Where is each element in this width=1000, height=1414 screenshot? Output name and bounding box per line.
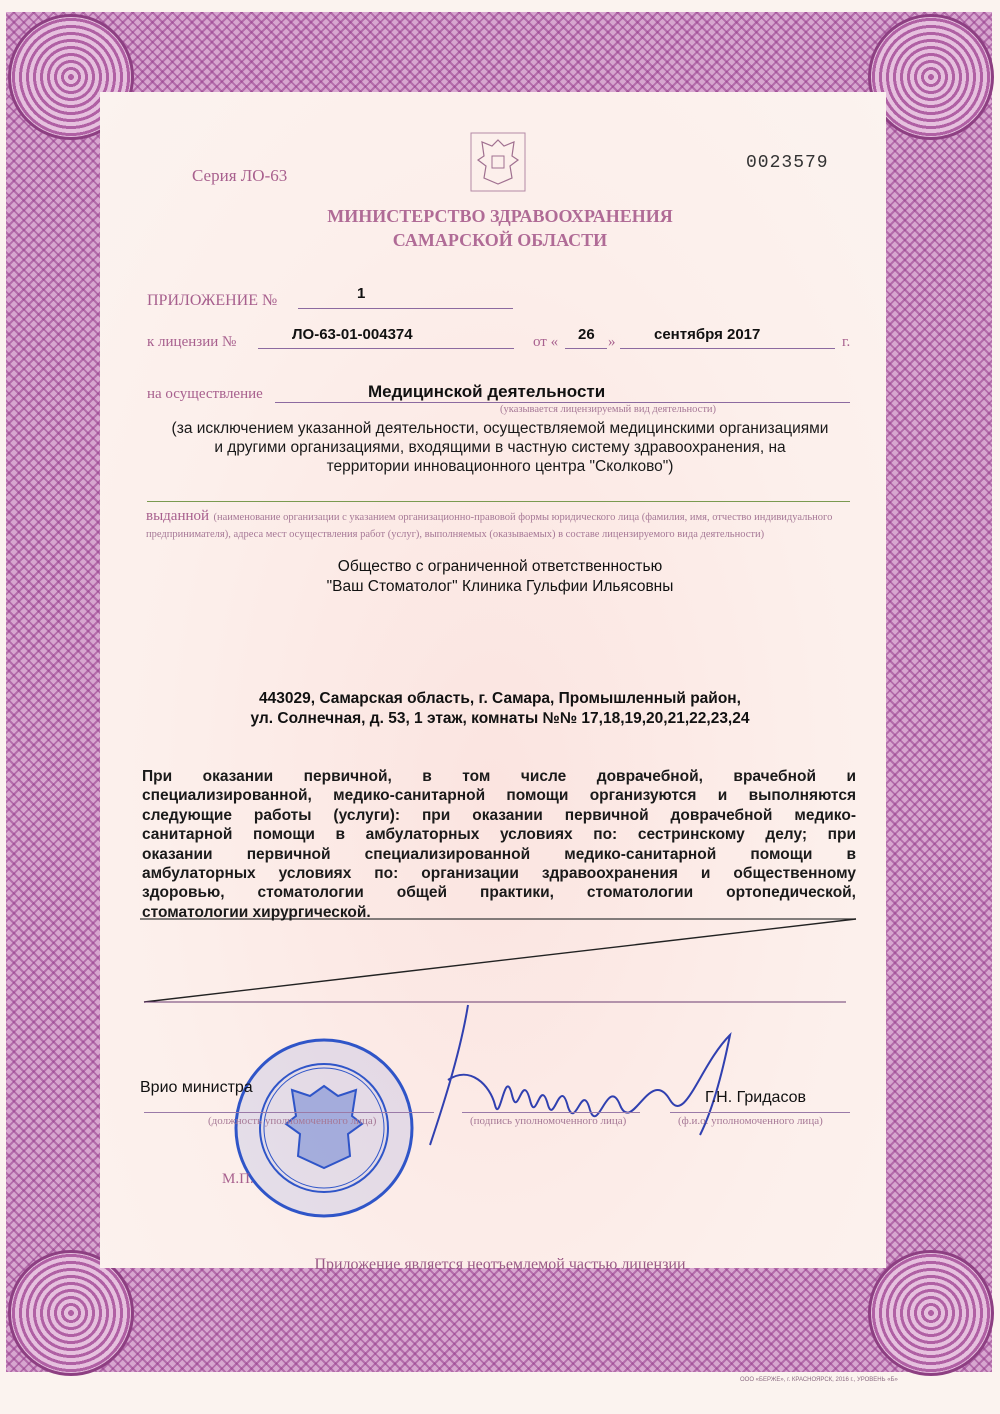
- services-line: амбулаторных условиях по: организации здравоохранения и общественному: [142, 865, 856, 883]
- official-seal-stamp: [232, 1036, 416, 1220]
- series-label: Серия ЛО-63: [192, 166, 288, 185]
- activity-line: (за исключением указанной деятельности, осуществляемой медицинскими организациями: [171, 420, 829, 437]
- license-number: ЛО-63-01-004374: [292, 326, 413, 343]
- license-month-year: сентября 2017: [654, 326, 761, 343]
- activity-hint: (указывается лицензируемый вид деятельности): [500, 404, 717, 415]
- issued-block: [146, 508, 852, 542]
- org-line-1: Общество с ограниченной ответственностью: [337, 558, 663, 575]
- activity-value: Медицинской деятельности: [368, 382, 606, 401]
- services-line: здоровью, стоматологии общей практики, стоматологии ортопедической,: [142, 884, 856, 902]
- seal-place-label: М.П.: [222, 1171, 254, 1187]
- activity-line: территории инновационного центра "Сколково"): [326, 458, 674, 475]
- issued-label: выданной: [146, 508, 210, 524]
- address-line-1: 443029, Самарская область, г. Самара, Промышленный район,: [259, 690, 741, 707]
- year-suffix: г.: [842, 334, 851, 350]
- services-line: стоматологии хирургической.: [142, 903, 371, 921]
- date-close-quote: »: [608, 334, 616, 350]
- form-number: 0023579: [746, 153, 829, 173]
- services-line: При оказании первичной, в том числе доврачебной, врачебной и: [142, 768, 856, 785]
- activity-label: на осуществление: [147, 386, 263, 402]
- activity-exclusion: [130, 419, 870, 476]
- appendix-label: ПРИЛОЖЕНИЕ №: [147, 292, 278, 309]
- corner-ornament: [868, 14, 994, 140]
- license-label: к лицензии №: [147, 334, 237, 350]
- ministry-line-1: МИНИСТЕРСТВО ЗДРАВООХРАНЕНИЯ: [327, 206, 673, 226]
- services-line: оказании первичной специализированной медико-санитарной помощи в: [142, 845, 856, 863]
- services-text: [142, 767, 856, 922]
- activity-line: и другими организациями, входящими в частную систему здравоохранения, на: [214, 439, 786, 456]
- services-line: следующие работы (услуги): при оказании первичной доврачебной медико-: [142, 806, 856, 824]
- position-hint: (должность уполномоченного лица): [208, 1115, 377, 1127]
- footer-note: Приложение является неотъемлемой частью лицензии: [314, 1256, 686, 1273]
- address-line-2: ул. Солнечная, д. 53, 1 этаж, комнаты №№ 17,18,19,20,21,22,23,24: [250, 710, 750, 727]
- handwritten-signature: [400, 995, 760, 1165]
- org-line-2: "Ваш Стоматолог" Клиника Гульфии Ильясовны: [326, 578, 674, 595]
- date-from-label: от «: [533, 334, 559, 350]
- signature-hint: (подпись уполномоченного лица): [470, 1115, 627, 1127]
- organization-address: [0, 689, 1000, 729]
- services-line: специализированной, медико-санитарной помощи организуются и выполняются: [142, 787, 856, 805]
- signatory-position: Врио министра: [140, 1079, 253, 1096]
- ministry-title: [0, 204, 1000, 252]
- license-day: 26: [578, 326, 595, 343]
- name-hint: (ф.и.о. уполномоченного лица): [678, 1115, 823, 1127]
- printer-imprint: ООО «БЕРЖЕ», г. КРАСНОЯРСК, 2016 г., УРОВЕНЬ «Б»: [740, 1377, 898, 1383]
- issued-hint: (наименование организации с указанием организационно-правовой формы юридического лица (фамилия, имя, отчество индивидуального предпринимателя), адреса мест осуществления работ (услуг), выполняемых (оказываемых) в составе лицензируемого вида деятельности): [146, 512, 833, 540]
- services-line: санитарной помощи в амбулаторных условиях по: сестринскому делу; при: [142, 826, 856, 844]
- coat-of-arms-emblem: [470, 132, 526, 192]
- organization-name: [0, 557, 1000, 597]
- appendix-number: 1: [357, 285, 366, 302]
- signatory-name: Г.Н. Гридасов: [705, 1089, 807, 1106]
- ministry-line-2: САМАРСКОЙ ОБЛАСТИ: [392, 230, 608, 250]
